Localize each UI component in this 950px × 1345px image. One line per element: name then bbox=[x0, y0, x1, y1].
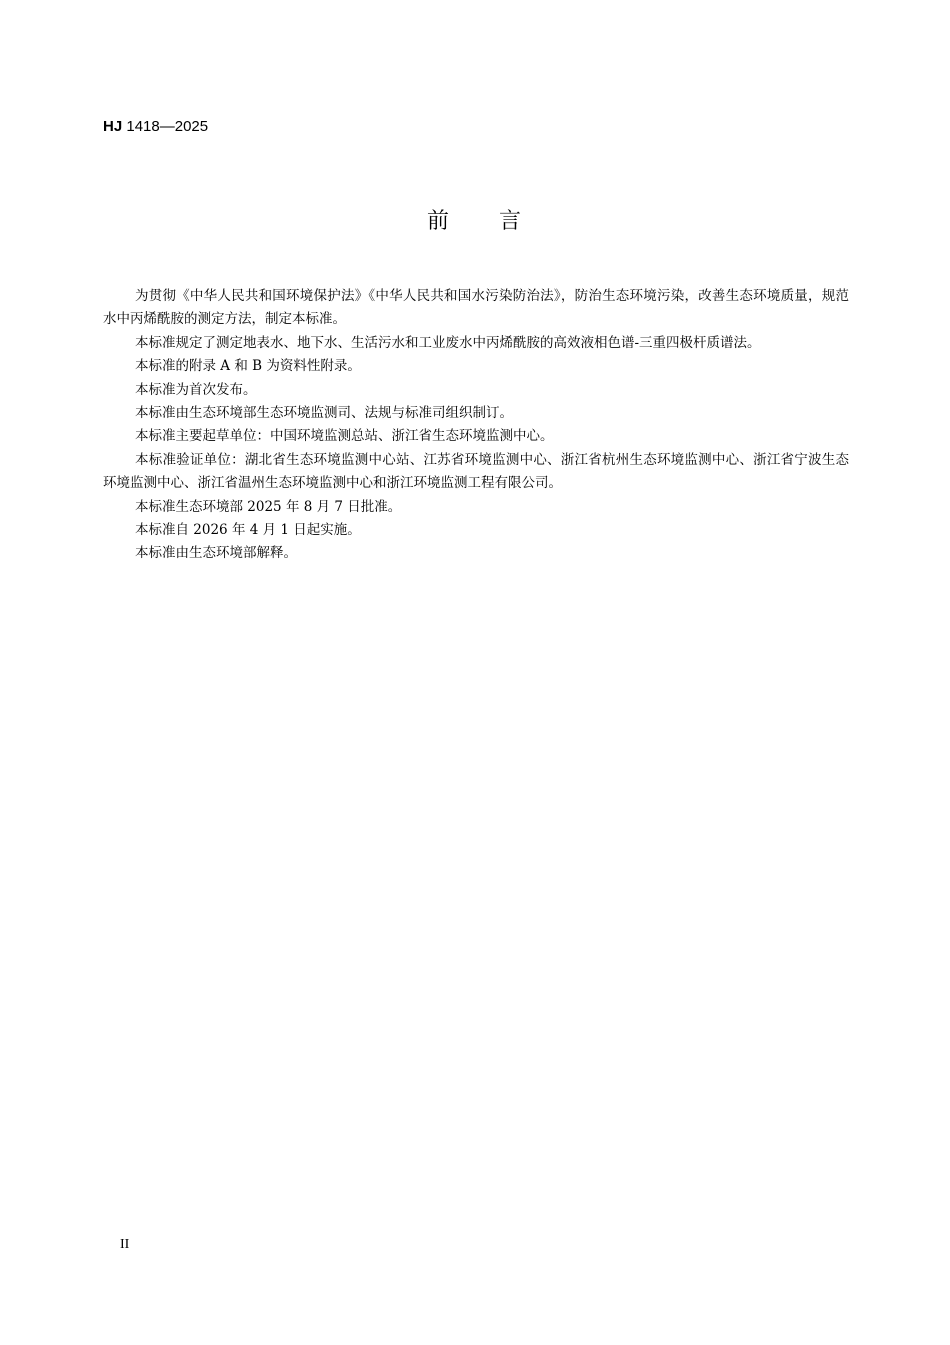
paragraph-first-release: 本标准为首次发布。 bbox=[135, 381, 257, 398]
paragraph-purpose: 为贯彻《中华人民共和国环境保护法》《中华人民共和国水污染防治法》，防治生态环境污染，改善生态环境质量，规范水中丙烯酰胺的测定方法，制定本标准。 bbox=[103, 288, 849, 328]
page-title: 前 言 bbox=[426, 209, 523, 234]
paragraph-approval-date: 本标准生态环境部 2025 年 8 月 7 日批准。 bbox=[135, 498, 402, 515]
paragraph-interpretation: 本标准由生态环境部解释。 bbox=[135, 545, 297, 562]
paragraph-appendix: 本标准的附录 A 和 B 为资料性附录。 bbox=[135, 358, 361, 375]
page-number: II bbox=[120, 1237, 130, 1252]
paragraph-verification-units: 本标准验证单位：湖北省生态环境监测中心站、江苏省环境监测中心、浙江省杭州生态环境监测中心、浙江省宁波生态环境监测中心、浙江省温州生态环境监测中心和浙江环境监测工程有限公司。 bbox=[103, 451, 849, 492]
paragraph-organizer: 本标准由生态环境部生态环境监测司、法规与标准司组织制订。 bbox=[135, 405, 513, 422]
paragraph-effective-date: 本标准自 2026 年 4 月 1 日起实施。 bbox=[135, 522, 361, 539]
standard-code-number: 1418—2025 bbox=[126, 118, 209, 135]
foreword-body bbox=[103, 285, 849, 566]
paragraph-drafting-units: 本标准主要起草单位：中国环境监测总站、浙江省生态环境监测中心。 bbox=[135, 428, 554, 445]
standard-code bbox=[103, 117, 208, 137]
standard-code-prefix: HJ bbox=[103, 118, 123, 135]
paragraph-scope: 本标准规定了测定地表水、地下水、生活污水和工业废水中丙烯酰胺的高效液相色谱-三重四极杆质谱法。 bbox=[135, 334, 761, 351]
